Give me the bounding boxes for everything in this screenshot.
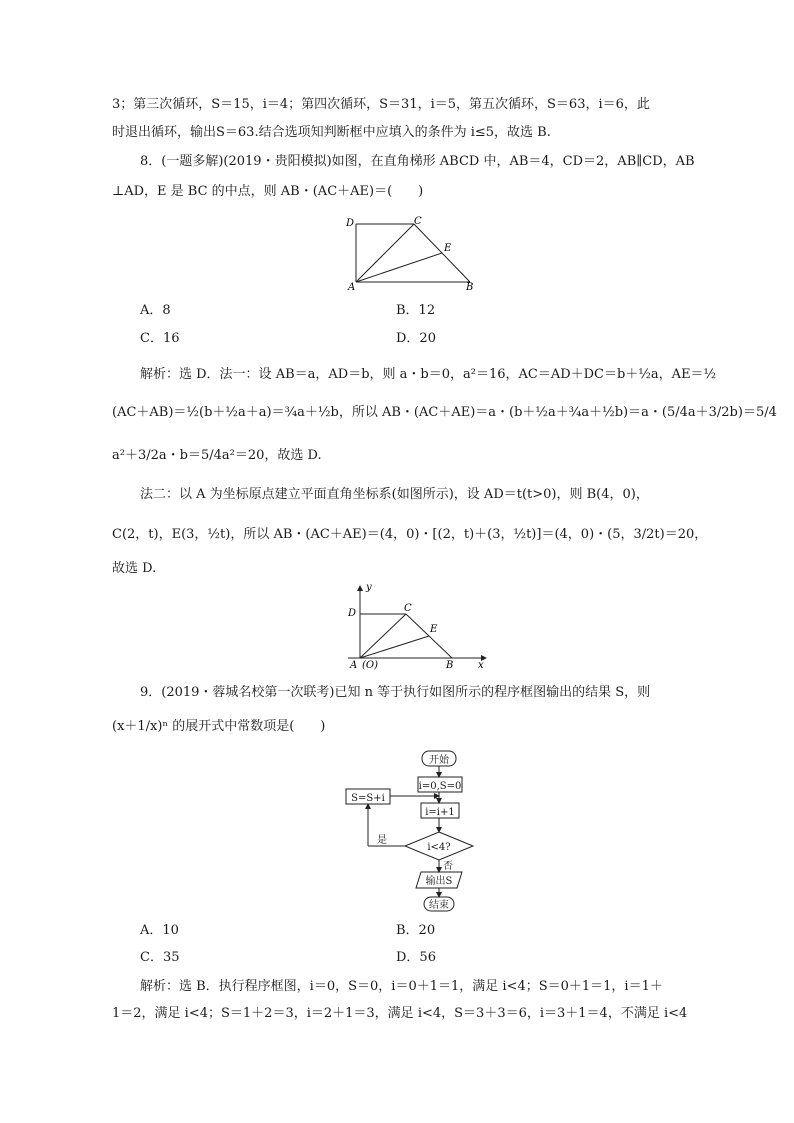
option-a: A．8: [140, 303, 171, 318]
option-c: C．16: [140, 331, 180, 346]
question-9-line: 9．(2019・蓉城名校第一次联考)已知 n 等于执行如图所示的程序框图输出的结果 S，则: [140, 685, 651, 700]
question-8-line: ⊥AD，E 是 BC 的中点，则 AB・(AC＋AE)＝( ): [112, 184, 424, 199]
solution-line: 故选 D.: [112, 561, 157, 576]
solution-line: C(2，t)，E(3，½t)，所以 AB・(AC＋AE)＝(4，0)・[(2，t)＋(3，½t)]＝(4，0)・(5，3/2t)＝20，: [112, 527, 708, 542]
option-d: D．56: [396, 950, 436, 965]
text-line: 时退出循环，输出S＝63.结合选项知判断框中应填入的条件为 i≤5，故选 B.: [112, 125, 551, 140]
flow-yes: 是: [377, 835, 387, 846]
label-e: E: [430, 624, 438, 635]
label-a: A: [350, 660, 358, 671]
label-c: C: [404, 603, 412, 614]
flow-start: 开始: [429, 755, 449, 766]
label-b: B: [446, 660, 454, 671]
label-a: A: [348, 282, 356, 293]
flow-init: i=0,S=0: [418, 781, 462, 792]
text-line: 3；第三次循环，S＝15，i＝4；第四次循环，S＝31，i＝5，第五次循环，S＝63，i＝6，此: [112, 97, 650, 112]
flow-condition: i<4?: [427, 842, 451, 853]
label-d: D: [346, 218, 355, 229]
flowchart: [340, 748, 500, 914]
solution-line: 解析：选 D．法一：设 AB＝a，AD＝b，则 a・b＝0，a²＝16，AC＝AD＋DC＝b＋½a，AE＝½: [140, 367, 717, 382]
option-c: C．35: [140, 950, 180, 965]
coordinate-figure: [338, 580, 498, 670]
question-8-line: 8．(一题多解)(2019・贵阳模拟)如图，在直角梯形 ABCD 中，AB＝4，CD＝2，AB∥CD，AB: [140, 154, 695, 169]
flow-increment: i=i+1: [425, 807, 455, 818]
solution-line: 解析：选 B．执行程序框图，i＝0，S＝0，i＝0＋1＝1，满足 i<4；S＝0＋1＝1，i＝1＋: [140, 979, 663, 994]
label-c: C: [414, 216, 422, 227]
solution-line: 法二：以 A 为坐标原点建立平面直角坐标系(如图所示)，设 AD＝t(t>0)，则 B(4，0)，: [140, 487, 649, 502]
trapezoid-figure: [342, 214, 482, 294]
label-origin: (O): [362, 660, 379, 671]
label-e: E: [444, 243, 452, 254]
flow-no: 否: [443, 861, 453, 872]
option-d: D．20: [396, 331, 436, 346]
label-y: y: [366, 582, 372, 593]
label-x: x: [478, 660, 484, 671]
flow-end: 结束: [429, 900, 449, 911]
question-9-line: (x＋1/x)ⁿ 的展开式中常数项是( ): [112, 719, 326, 734]
option-b: B．12: [396, 303, 436, 318]
flow-output: 输出S: [425, 876, 453, 887]
solution-line: a²＋3/2a・b＝5/4a²＝20，故选 D.: [112, 448, 322, 463]
option-a: A．10: [140, 923, 179, 938]
option-b: B．20: [396, 923, 436, 938]
label-d: D: [348, 608, 357, 619]
solution-line: (AC＋AB)＝½(b＋½a＋a)＝¾a＋½b，所以 AB・(AC＋AE)＝a・(b＋½a＋¾a＋½b)＝a・(5/4a＋3/2b)＝5/4: [112, 405, 777, 420]
flow-sum: S=S+i: [351, 793, 385, 804]
label-b: B: [466, 282, 474, 293]
solution-line: 1＝2，满足 i<4；S＝1＋2＝3，i＝2＋1＝3，满足 i<4，S＝3＋3＝6，i＝3＋1＝4，不满足 i<4: [112, 1006, 688, 1021]
